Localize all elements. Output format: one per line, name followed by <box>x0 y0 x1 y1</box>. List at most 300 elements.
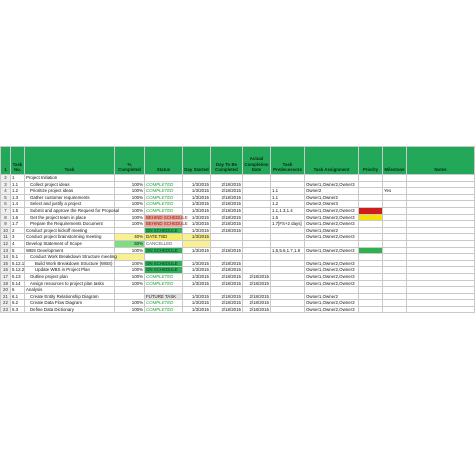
due-date-cell[interactable]: 2/18/2015 <box>211 300 243 307</box>
row-number[interactable]: 7 <box>1 207 11 214</box>
task-name-cell[interactable]: Submit and approve the Request for Proposal <box>25 207 115 214</box>
task-name-cell[interactable]: Collect project ideas <box>25 181 115 188</box>
task-name-cell[interactable]: Define Data Dictionary <box>25 306 115 313</box>
day-started-cell[interactable]: 1/3/2015 <box>183 247 211 254</box>
priority-cell[interactable] <box>359 207 383 214</box>
predecessors-cell[interactable] <box>271 293 305 300</box>
column-header[interactable]: Day Started <box>183 147 211 175</box>
row-number[interactable]: 2 <box>1 175 11 182</box>
assignment-cell[interactable]: Owner1,Owner2,Owner3 <box>305 181 359 188</box>
row-number[interactable]: 18 <box>1 280 11 287</box>
due-date-cell[interactable]: 2/18/2015 <box>211 221 243 228</box>
row-number[interactable]: 23 <box>1 306 11 313</box>
task-name-cell[interactable]: Assign resources to project plan tasks <box>25 280 115 287</box>
due-date-cell[interactable]: 2/18/2015 <box>211 293 243 300</box>
status-cell[interactable]: COMPLETED <box>145 273 183 280</box>
due-date-cell[interactable]: 2/18/2015 <box>211 227 243 234</box>
milestone-cell[interactable] <box>383 306 407 313</box>
due-date-cell[interactable]: 2/18/2015 <box>211 181 243 188</box>
task-no-cell[interactable]: 1.4 <box>11 201 25 208</box>
table-row[interactable] <box>1 175 475 182</box>
predecessors-cell[interactable] <box>271 234 305 241</box>
actual-date-cell[interactable] <box>243 260 271 267</box>
assignment-cell[interactable]: Owner1,Owner2,Owner3 <box>305 300 359 307</box>
status-cell[interactable]: FUTURE TASK <box>145 293 183 300</box>
assignment-cell[interactable]: Owner1,Owner2,Owner3 <box>305 273 359 280</box>
priority-cell[interactable] <box>359 293 383 300</box>
day-started-cell[interactable] <box>183 175 211 182</box>
actual-date-cell[interactable] <box>243 267 271 274</box>
day-started-cell[interactable]: 1/3/2015 <box>183 267 211 274</box>
notes-cell[interactable] <box>407 287 475 294</box>
predecessors-cell[interactable] <box>271 273 305 280</box>
notes-cell[interactable] <box>407 181 475 188</box>
status-cell[interactable]: COMPLETED <box>145 280 183 287</box>
row-number[interactable]: 14 <box>1 254 11 261</box>
milestone-cell[interactable] <box>383 267 407 274</box>
status-cell[interactable] <box>145 175 183 182</box>
milestone-cell[interactable] <box>383 227 407 234</box>
percent-cell[interactable]: 100% <box>115 181 145 188</box>
table-row[interactable] <box>1 188 475 195</box>
notes-cell[interactable] <box>407 273 475 280</box>
task-name-cell[interactable]: Analysis <box>25 287 115 294</box>
milestone-cell[interactable] <box>383 214 407 221</box>
table-row[interactable] <box>1 221 475 228</box>
priority-cell[interactable] <box>359 175 383 182</box>
status-cell[interactable] <box>145 287 183 294</box>
notes-cell[interactable] <box>407 214 475 221</box>
due-date-cell[interactable]: 2/18/2015 <box>211 214 243 221</box>
milestone-cell[interactable] <box>383 247 407 254</box>
row-number[interactable]: 3 <box>1 181 11 188</box>
row-number[interactable]: 4 <box>1 188 11 195</box>
predecessors-cell[interactable] <box>271 175 305 182</box>
row-number[interactable]: 21 <box>1 293 11 300</box>
milestone-cell[interactable]: Yes <box>383 188 407 195</box>
priority-cell[interactable] <box>359 227 383 234</box>
actual-date-cell[interactable] <box>243 240 271 247</box>
priority-cell[interactable] <box>359 280 383 287</box>
actual-date-cell[interactable] <box>243 214 271 221</box>
task-name-cell[interactable]: Project Initiation <box>25 175 115 182</box>
row-number[interactable]: 22 <box>1 300 11 307</box>
task-no-cell[interactable]: 6.3 <box>11 306 25 313</box>
priority-cell[interactable] <box>359 194 383 201</box>
predecessors-cell[interactable]: 1.7[FS+2 days] <box>271 221 305 228</box>
due-date-cell[interactable]: 2/18/2015 <box>211 280 243 287</box>
notes-cell[interactable] <box>407 234 475 241</box>
table-row[interactable] <box>1 227 475 234</box>
predecessors-cell[interactable] <box>271 300 305 307</box>
actual-date-cell[interactable] <box>243 201 271 208</box>
row-number[interactable]: 9 <box>1 221 11 228</box>
due-date-cell[interactable]: 2/18/2015 <box>211 207 243 214</box>
task-no-cell[interactable]: 5.1 <box>11 254 25 261</box>
milestone-cell[interactable] <box>383 273 407 280</box>
percent-cell[interactable]: 100% <box>115 267 145 274</box>
percent-cell[interactable]: 100% <box>115 306 145 313</box>
row-number[interactable]: 13 <box>1 247 11 254</box>
assignment-cell[interactable]: Owner2 <box>305 188 359 195</box>
due-date-cell[interactable]: 2/18/2015 <box>211 306 243 313</box>
milestone-cell[interactable] <box>383 181 407 188</box>
priority-cell[interactable] <box>359 201 383 208</box>
task-no-cell[interactable]: 2 <box>11 227 25 234</box>
milestone-cell[interactable] <box>383 194 407 201</box>
percent-cell[interactable] <box>115 227 145 234</box>
status-cell[interactable]: COMPLETED <box>145 207 183 214</box>
day-started-cell[interactable]: 1/3/2015 <box>183 194 211 201</box>
percent-cell[interactable]: 100% <box>115 260 145 267</box>
priority-cell[interactable] <box>359 234 383 241</box>
status-cell[interactable]: DATE TBD <box>145 234 183 241</box>
column-header[interactable]: Task Assignment <box>305 147 359 175</box>
milestone-cell[interactable] <box>383 260 407 267</box>
due-date-cell[interactable]: 2/18/2015 <box>211 260 243 267</box>
actual-date-cell[interactable] <box>243 287 271 294</box>
actual-date-cell[interactable]: 2/18/2015 <box>243 300 271 307</box>
task-name-cell[interactable]: WBS Development <box>25 247 115 254</box>
table-row[interactable] <box>1 240 475 247</box>
due-date-cell[interactable]: 2/18/2015 <box>211 194 243 201</box>
day-started-cell[interactable]: 1/3/2015 <box>183 227 211 234</box>
task-name-cell[interactable]: Get the project team in place <box>25 214 115 221</box>
column-header[interactable]: Milestone <box>383 147 407 175</box>
task-name-cell[interactable]: Conduct project kickoff meeting <box>25 227 115 234</box>
percent-cell[interactable]: 100% <box>115 207 145 214</box>
percent-cell[interactable]: 100% <box>115 300 145 307</box>
actual-date-cell[interactable]: 2/18/2015 <box>243 293 271 300</box>
row-number[interactable]: 11 <box>1 234 11 241</box>
due-date-cell[interactable] <box>211 254 243 261</box>
day-started-cell[interactable] <box>183 254 211 261</box>
task-no-cell[interactable]: 5.12.2 <box>12 267 25 273</box>
column-header[interactable]: Task Predecessors <box>271 147 305 175</box>
task-no-cell[interactable]: 1.3 <box>11 194 25 201</box>
actual-date-cell[interactable] <box>243 188 271 195</box>
task-no-cell[interactable]: 6 <box>11 287 25 294</box>
due-date-cell[interactable]: 2/18/2015 <box>211 188 243 195</box>
day-started-cell[interactable]: 1/3/2015 <box>183 306 211 313</box>
assignment-cell[interactable]: Owner1,Owner2 <box>305 227 359 234</box>
notes-cell[interactable] <box>407 280 475 287</box>
task-no-cell[interactable]: 1.5 <box>11 207 25 214</box>
task-name-cell[interactable]: Create Data Flow Diagram <box>25 300 115 307</box>
assignment-cell[interactable]: Owner1,Owner2,Owner3 <box>305 260 359 267</box>
notes-cell[interactable] <box>407 194 475 201</box>
actual-date-cell[interactable] <box>243 247 271 254</box>
percent-cell[interactable] <box>115 254 145 261</box>
day-started-cell[interactable]: 1/3/2015 <box>183 188 211 195</box>
actual-date-cell[interactable] <box>243 207 271 214</box>
predecessors-cell[interactable] <box>271 260 305 267</box>
notes-cell[interactable] <box>407 221 475 228</box>
percent-cell[interactable] <box>115 175 145 182</box>
status-cell[interactable] <box>145 254 183 261</box>
task-name-cell[interactable]: Build Work Breakdown Structure (WBS) <box>25 260 115 267</box>
notes-cell[interactable] <box>407 260 475 267</box>
task-name-cell[interactable]: Select and justify a project <box>25 201 115 208</box>
predecessors-cell[interactable]: 1.5 <box>271 214 305 221</box>
priority-cell[interactable] <box>359 300 383 307</box>
row-number[interactable]: 8 <box>1 214 11 221</box>
percent-cell[interactable]: 100% <box>115 201 145 208</box>
column-header[interactable]: Task <box>25 147 115 175</box>
milestone-cell[interactable] <box>383 201 407 208</box>
due-date-cell[interactable]: 2/18/2015 <box>211 273 243 280</box>
status-cell[interactable]: ON SCHEDULE <box>145 260 183 267</box>
row-number[interactable]: 16 <box>1 267 11 274</box>
actual-date-cell[interactable]: 2/18/2015 <box>243 273 271 280</box>
milestone-cell[interactable] <box>383 221 407 228</box>
predecessors-cell[interactable]: 1.1,1.3,1.4 <box>271 207 305 214</box>
predecessors-cell[interactable] <box>271 240 305 247</box>
assignment-cell[interactable]: Owner1,Owner2 <box>305 194 359 201</box>
notes-cell[interactable] <box>407 267 475 274</box>
task-no-cell[interactable]: 6.1 <box>11 293 25 300</box>
notes-cell[interactable] <box>407 175 475 182</box>
task-name-cell[interactable]: Conduct Work Breakdown Structure meeting <box>25 254 115 261</box>
notes-cell[interactable] <box>407 247 475 254</box>
due-date-cell[interactable]: 2/18/2015 <box>211 247 243 254</box>
notes-cell[interactable] <box>407 306 475 313</box>
task-name-cell[interactable]: Gather customer requirements <box>25 194 115 201</box>
column-header[interactable]: Day To Be Completed <box>211 147 243 175</box>
actual-date-cell[interactable] <box>243 175 271 182</box>
assignment-cell[interactable] <box>305 254 359 261</box>
assignment-cell[interactable] <box>305 287 359 294</box>
task-no-cell[interactable]: 5.14 <box>11 280 25 287</box>
assignment-cell[interactable]: Owner1,Owner2,Owner3 <box>305 267 359 274</box>
task-name-cell[interactable]: Prioritize project ideas <box>25 188 115 195</box>
milestone-cell[interactable] <box>383 293 407 300</box>
predecessors-cell[interactable]: 1.1 <box>271 188 305 195</box>
row-number[interactable]: 17 <box>1 273 11 280</box>
notes-cell[interactable] <box>407 188 475 195</box>
table-row[interactable] <box>1 293 475 300</box>
percent-cell[interactable]: 40% <box>115 234 145 241</box>
table-row[interactable] <box>1 247 475 254</box>
assignment-cell[interactable]: Owner1,Owner2,Owner3 <box>305 207 359 214</box>
milestone-cell[interactable] <box>383 287 407 294</box>
predecessors-cell[interactable]: 1.2 <box>271 201 305 208</box>
actual-date-cell[interactable] <box>243 227 271 234</box>
actual-date-cell[interactable]: 2/18/2015 <box>243 280 271 287</box>
percent-cell[interactable]: 100% <box>115 188 145 195</box>
assignment-cell[interactable]: Owner2,Owner3 <box>305 201 359 208</box>
due-date-cell[interactable] <box>211 175 243 182</box>
table-row[interactable] <box>1 201 475 208</box>
predecessors-cell[interactable] <box>271 287 305 294</box>
milestone-cell[interactable] <box>383 240 407 247</box>
assignment-cell[interactable]: Owner1,Owner2,Owner3 <box>305 306 359 313</box>
due-date-cell[interactable] <box>211 287 243 294</box>
milestone-cell[interactable] <box>383 175 407 182</box>
table-row[interactable] <box>1 300 475 307</box>
day-started-cell[interactable]: 1/3/2015 <box>183 273 211 280</box>
column-header[interactable]: Actual Completion Date <box>243 147 271 175</box>
percent-cell[interactable]: 50% <box>115 240 145 247</box>
column-header[interactable]: Status <box>145 147 183 175</box>
assignment-cell[interactable] <box>305 240 359 247</box>
task-no-cell[interactable]: 5.13 <box>11 273 25 280</box>
percent-cell[interactable] <box>115 293 145 300</box>
priority-cell[interactable] <box>359 273 383 280</box>
table-row[interactable] <box>1 234 475 241</box>
priority-cell[interactable] <box>359 267 383 274</box>
percent-cell[interactable]: 100% <box>115 273 145 280</box>
day-started-cell[interactable]: 1/3/2015 <box>183 207 211 214</box>
milestone-cell[interactable] <box>383 280 407 287</box>
milestone-cell[interactable] <box>383 207 407 214</box>
status-cell[interactable]: COMPLETED <box>145 201 183 208</box>
task-no-cell[interactable]: 5.12.1 <box>12 260 25 266</box>
predecessors-cell[interactable] <box>271 306 305 313</box>
task-no-cell[interactable]: 4 <box>11 240 25 247</box>
milestone-cell[interactable] <box>383 300 407 307</box>
table-row[interactable] <box>1 260 475 267</box>
priority-cell[interactable] <box>359 188 383 195</box>
table-row[interactable] <box>1 207 475 214</box>
priority-cell[interactable] <box>359 260 383 267</box>
milestone-cell[interactable] <box>383 234 407 241</box>
priority-cell[interactable] <box>359 287 383 294</box>
assignment-cell[interactable]: Owner1,Owner2,Owner3 <box>305 247 359 254</box>
assignment-cell[interactable] <box>305 175 359 182</box>
notes-cell[interactable] <box>407 201 475 208</box>
priority-cell[interactable] <box>359 247 383 254</box>
actual-date-cell[interactable]: 2/18/2015 <box>243 306 271 313</box>
day-started-cell[interactable]: 1/3/2015 <box>183 214 211 221</box>
status-cell[interactable]: COMPLETED <box>145 300 183 307</box>
status-cell[interactable]: ON SCHEDULE <box>145 267 183 274</box>
table-row[interactable] <box>1 194 475 201</box>
assignment-cell[interactable]: Owner1,Owner2,Owner3 <box>305 221 359 228</box>
percent-cell[interactable]: 100% <box>115 221 145 228</box>
column-header[interactable]: % Completed <box>115 147 145 175</box>
percent-cell[interactable] <box>115 287 145 294</box>
notes-cell[interactable] <box>407 227 475 234</box>
due-date-cell[interactable]: 2/18/2015 <box>211 201 243 208</box>
predecessors-cell[interactable]: 1,5,5.6,1.7,1.8 <box>271 247 305 254</box>
task-no-cell[interactable]: 1.2 <box>11 188 25 195</box>
task-name-cell[interactable]: Outline project plan <box>25 273 115 280</box>
assignment-cell[interactable]: Owner1,Owner2 <box>305 293 359 300</box>
day-started-cell[interactable]: 1/3/2015 <box>183 280 211 287</box>
row-number[interactable]: 10 <box>1 227 11 234</box>
day-started-cell[interactable]: 1/3/2015 <box>183 300 211 307</box>
status-cell[interactable]: BEHIND SCHEDULE <box>146 214 188 220</box>
table-row[interactable] <box>1 254 475 261</box>
task-no-cell[interactable]: 1 <box>11 175 25 182</box>
task-name-cell[interactable]: Develop Statement of Scope <box>25 240 115 247</box>
column-header[interactable]: Task No. <box>11 147 25 175</box>
status-cell[interactable]: COMPLETED <box>145 181 183 188</box>
assignment-cell[interactable]: Owner1,Owner2,Owner3 <box>305 234 359 241</box>
predecessors-cell[interactable] <box>271 267 305 274</box>
table-row[interactable] <box>1 306 475 313</box>
predecessors-cell[interactable] <box>271 254 305 261</box>
task-no-cell[interactable]: 1.7 <box>11 221 25 228</box>
day-started-cell[interactable] <box>183 287 211 294</box>
row-number[interactable]: 12 <box>1 240 11 247</box>
day-started-cell[interactable] <box>183 240 211 247</box>
day-started-cell[interactable]: 1/3/2015 <box>183 181 211 188</box>
day-started-cell[interactable]: 1/3/2015 <box>183 221 211 228</box>
day-started-cell[interactable]: 1/3/2015 <box>183 234 211 241</box>
task-no-cell[interactable]: 6.2 <box>11 300 25 307</box>
priority-cell[interactable] <box>359 214 383 221</box>
row-number[interactable]: 6 <box>1 201 11 208</box>
notes-cell[interactable] <box>407 240 475 247</box>
day-started-cell[interactable]: 1/3/2015 <box>183 293 211 300</box>
due-date-cell[interactable]: 2/18/2015 <box>211 267 243 274</box>
predecessors-cell[interactable] <box>271 280 305 287</box>
priority-cell[interactable] <box>359 254 383 261</box>
column-header[interactable]: Notes <box>407 147 475 175</box>
due-date-cell[interactable] <box>211 234 243 241</box>
percent-cell[interactable]: 100% <box>115 214 145 221</box>
predecessors-cell[interactable] <box>271 227 305 234</box>
actual-date-cell[interactable] <box>243 181 271 188</box>
priority-cell[interactable] <box>359 221 383 228</box>
predecessors-cell[interactable] <box>271 181 305 188</box>
assignment-cell[interactable]: Owner1,Owner2,Owner3 <box>305 280 359 287</box>
table-row[interactable] <box>1 214 475 221</box>
actual-date-cell[interactable] <box>243 254 271 261</box>
row-number[interactable]: 15 <box>1 260 11 267</box>
status-cell[interactable]: BEHIND SCHEDULE <box>146 221 188 227</box>
status-cell[interactable]: ON SCHEDULE <box>145 247 183 254</box>
percent-cell[interactable]: 100% <box>115 247 145 254</box>
day-started-cell[interactable]: 1/3/2015 <box>183 260 211 267</box>
table-row[interactable] <box>1 280 475 287</box>
notes-cell[interactable] <box>407 207 475 214</box>
percent-cell[interactable]: 100% <box>115 194 145 201</box>
predecessors-cell[interactable]: 1.1 <box>271 194 305 201</box>
priority-cell[interactable] <box>359 181 383 188</box>
assignment-cell[interactable]: Owner1,Owner2,Owner3 <box>305 214 359 221</box>
actual-date-cell[interactable] <box>243 234 271 241</box>
task-name-cell[interactable]: Create Entity Relationship Diagram <box>25 293 115 300</box>
status-cell[interactable]: CANCELLED <box>145 240 183 247</box>
task-name-cell[interactable]: Conduct project brainstorming meeting <box>25 234 115 241</box>
table-row[interactable] <box>1 181 475 188</box>
row-number[interactable]: 5 <box>1 194 11 201</box>
task-no-cell[interactable]: 3 <box>11 234 25 241</box>
task-name-cell[interactable]: Prepare the Requirements Document <box>25 221 115 228</box>
table-row[interactable] <box>1 287 475 294</box>
status-cell[interactable]: ON SCHEDULE <box>145 227 183 234</box>
task-no-cell[interactable]: 5 <box>11 247 25 254</box>
status-cell[interactable]: COMPLETED <box>145 194 183 201</box>
percent-cell[interactable]: 100% <box>115 280 145 287</box>
column-header[interactable]: Priority <box>359 147 383 175</box>
priority-cell[interactable] <box>359 240 383 247</box>
table-row[interactable] <box>1 267 475 274</box>
notes-cell[interactable] <box>407 293 475 300</box>
actual-date-cell[interactable] <box>243 221 271 228</box>
table-row[interactable] <box>1 273 475 280</box>
priority-cell[interactable] <box>359 306 383 313</box>
status-cell[interactable]: COMPLETED <box>145 306 183 313</box>
day-started-cell[interactable]: 1/3/2015 <box>183 201 211 208</box>
task-no-cell[interactable]: 1.6 <box>11 214 25 221</box>
task-name-cell[interactable]: Update WBS in Project Plan <box>25 267 115 274</box>
actual-date-cell[interactable] <box>243 194 271 201</box>
notes-cell[interactable] <box>407 254 475 261</box>
